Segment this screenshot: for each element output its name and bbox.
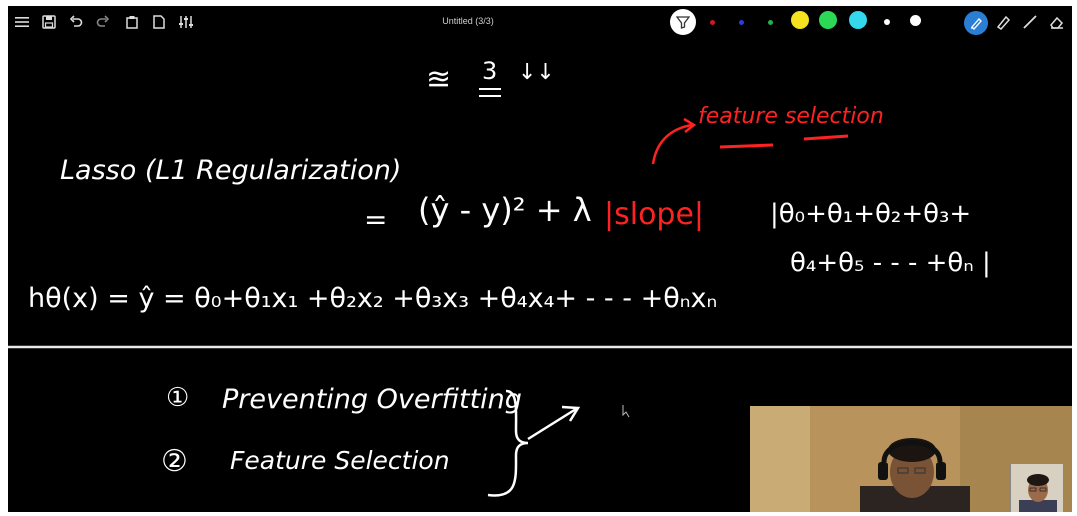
color-dot-red[interactable]: [710, 20, 715, 25]
color-dot-green[interactable]: [768, 20, 773, 25]
hypothesis-equation: hθ(x) = ŷ = θ₀+θ₁x₁ +θ₂x₂ +θ₃x₃ +θ₄x₄+ - - - +θₙxₙ: [28, 283, 718, 314]
color-white-small[interactable]: [884, 19, 890, 25]
theta-sum-line-1: |θ₀+θ₁+θ₂+θ₃+: [770, 199, 972, 229]
cursor-icon: [623, 405, 629, 417]
clipboard-icon[interactable]: [122, 12, 142, 32]
pen-icon[interactable]: [964, 11, 988, 35]
theta-sum-line-2: θ₄+θ₅ - - - +θₙ |: [790, 248, 991, 278]
cost-body: (ŷ - y)² + λ: [418, 191, 592, 229]
page-icon[interactable]: [149, 12, 169, 32]
benefit-marker-2: ②: [161, 444, 188, 479]
highlighter-icon[interactable]: [993, 12, 1013, 32]
menu-icon[interactable]: [12, 12, 32, 32]
lasso-title: Lasso (L1 Regularization): [60, 155, 402, 186]
filter-icon[interactable]: [670, 9, 696, 35]
cost-equals: =: [364, 203, 388, 236]
whiteboard-app: [8, 6, 1072, 512]
toolbar: [8, 6, 1072, 39]
color-cyan[interactable]: [849, 11, 867, 29]
document-title: Untitled (3/3): [442, 16, 494, 26]
top-number: 3: [482, 57, 498, 85]
benefit-marker-1: ①: [166, 383, 190, 413]
benefit-text-2: Feature Selection: [230, 446, 450, 475]
webcam-feed: [750, 406, 1072, 512]
undo-icon[interactable]: [66, 12, 86, 32]
benefit-text-1: Preventing Overfitting: [222, 384, 522, 415]
slope-term: |slope|: [604, 197, 705, 232]
color-green[interactable]: [819, 11, 837, 29]
whiteboard-canvas[interactable]: [8, 39, 1072, 512]
redo-icon[interactable]: [93, 12, 113, 32]
arrow-line: [528, 409, 576, 439]
save-icon[interactable]: [39, 12, 59, 32]
line-icon[interactable]: [1020, 12, 1040, 32]
picture-in-picture-feed: [1010, 463, 1064, 512]
color-yellow[interactable]: [791, 11, 809, 29]
color-dot-blue[interactable]: [739, 20, 744, 25]
down-arrows: ↓↓: [518, 60, 555, 85]
color-white-large[interactable]: [910, 15, 921, 26]
feature-selection-note: feature selection: [698, 104, 884, 129]
sliders-icon[interactable]: [176, 12, 196, 32]
eraser-icon[interactable]: [1047, 12, 1067, 32]
approx-symbol: ≊: [426, 62, 452, 97]
